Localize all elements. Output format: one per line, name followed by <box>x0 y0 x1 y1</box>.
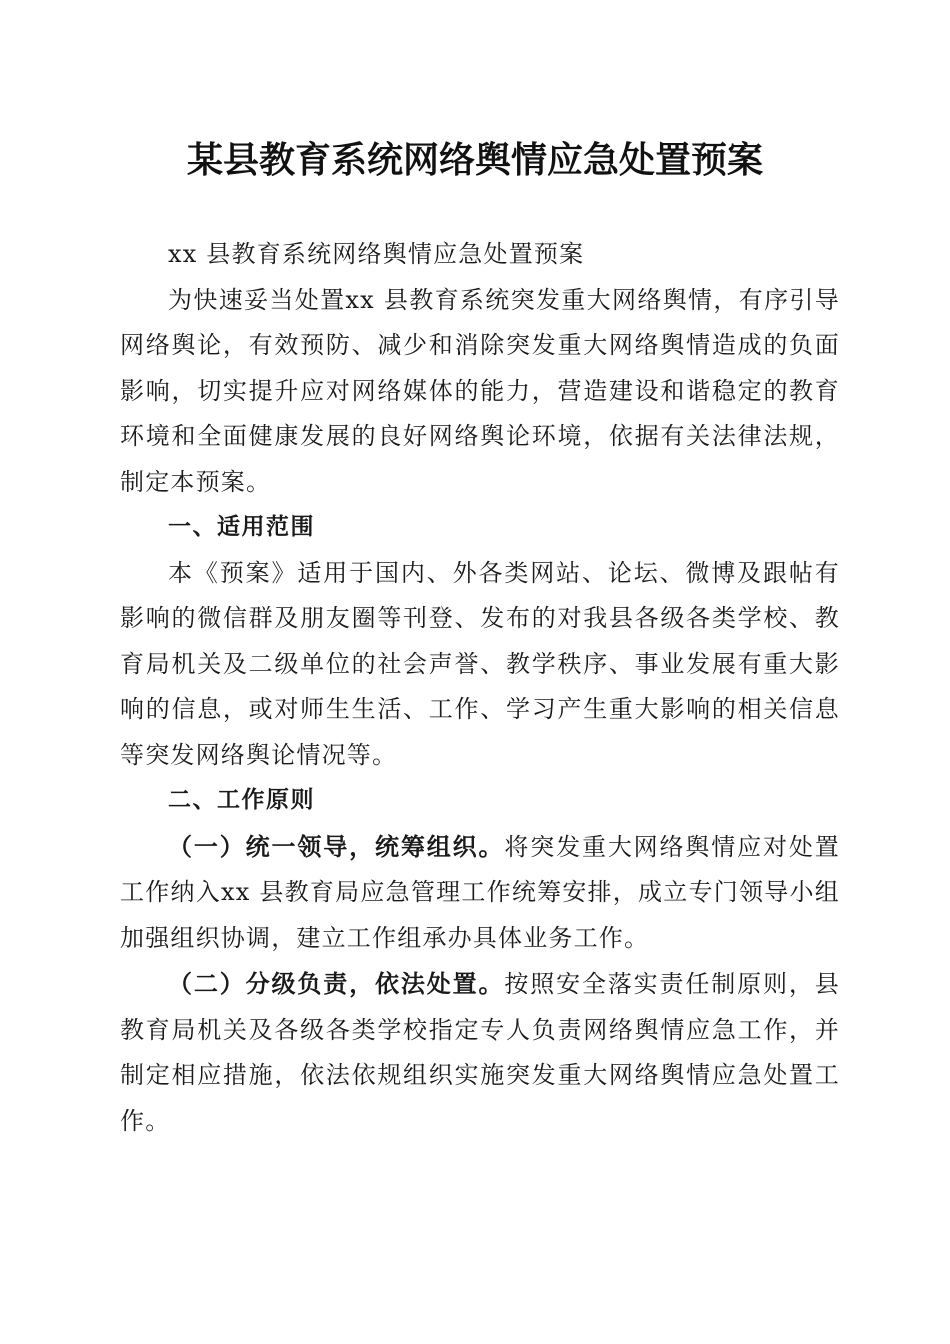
principle-item-1 <box>120 824 840 962</box>
scope-paragraph: 本《预案》适用于国内、外各类网站、论坛、微博及跟帖有影响的微信群及朋友圈等刊登、发布的对我县各级各类学校、教育局机关及二级单位的社会声誉、教学秩序、事业发展有重大影响的信息，或对师生生活、工作、学习产生重大影响的相关信息等突发网络舆论情况等。 <box>120 558 840 769</box>
section-heading-principles: 二、工作原则 <box>168 787 315 813</box>
document-subtitle: xx 县教育系统网络舆情应急处置预案 <box>168 240 585 268</box>
document-title: 某县教育系统网络舆情应急处置预案 <box>186 139 763 181</box>
principle-item-1-lead: （一）统一领导，统筹组织。 <box>168 831 505 861</box>
principle-item-2-lead: （二）分级负责，依法处置。 <box>168 969 505 998</box>
section-heading-scope: 一、适用范围 <box>168 514 315 540</box>
principle-item-2-text: 按照安全落实责任制原则，县教育局机关及各级各类学校指定专人负责网络舆情应急工作，并制定相应措施，依法依规组织实施突发重大网络舆情应急处置工作。 <box>120 970 840 1135</box>
principle-item-1-text: 将突发重大网络舆情应对处置工作纳入xx 县教育局应急管理工作统筹安排，成立专门领导小组加强组织协调，建立工作组承办具体业务工作。 <box>120 832 840 952</box>
document-body <box>120 232 840 1144</box>
principle-item-2 <box>120 961 840 1144</box>
intro-paragraph: 为快速妥当处置xx 县教育系统突发重大网络舆情，有序引导网络舆论，有效预防、减少和消除突发重大网络舆情造成的负面影响，切实提升应对网络媒体的能力，营造建设和谐稳定的教育环境和全面健康发展的良好网络舆论环境，依据有关法律法规，制定本预案。 <box>120 285 840 496</box>
